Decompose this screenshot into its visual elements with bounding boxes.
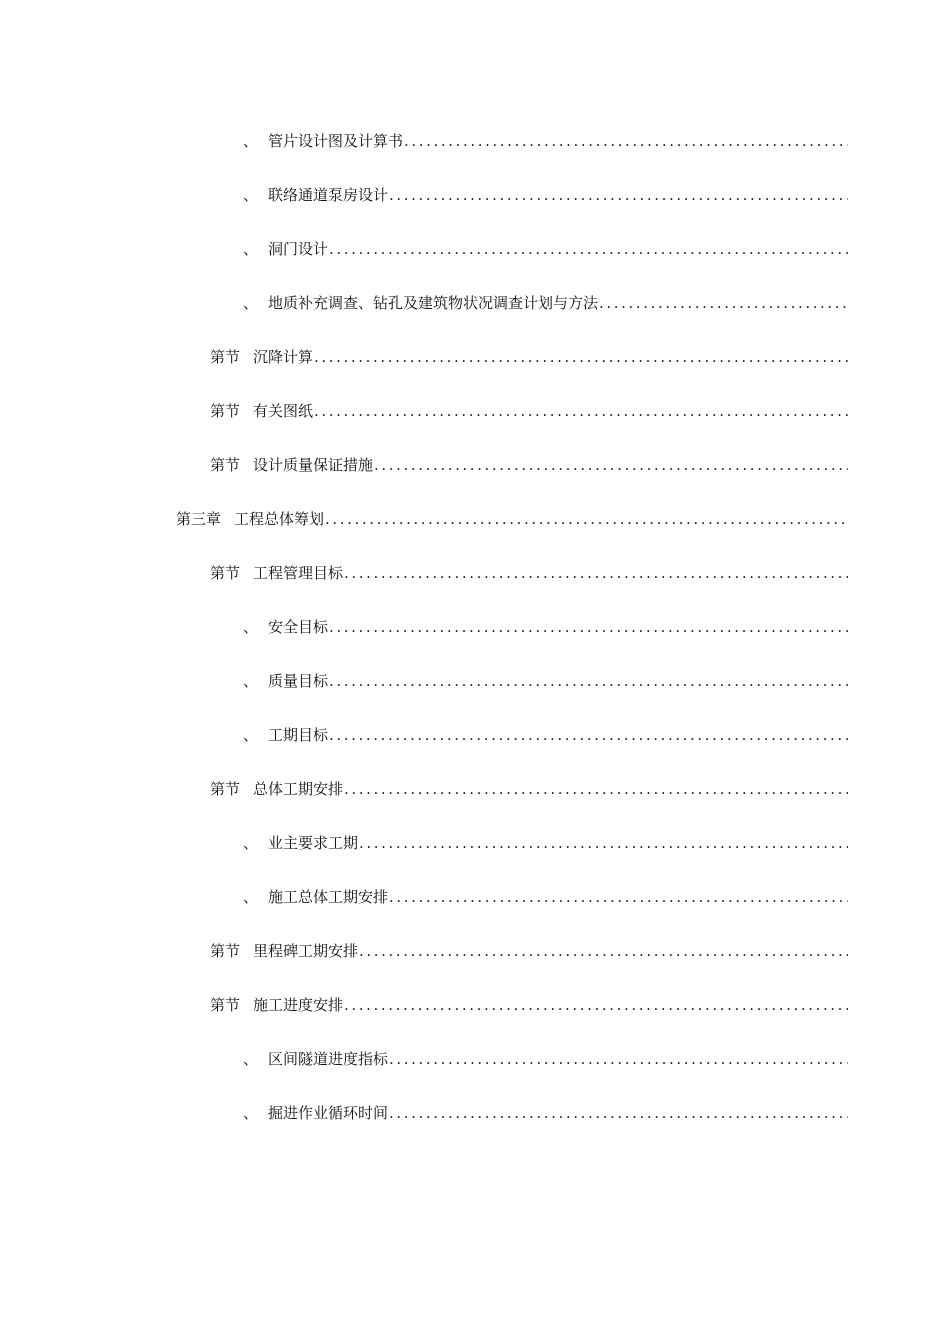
toc-entry-title: 施工总体工期安排: [268, 888, 389, 906]
toc-entry-title: 联络通道泵房设计: [268, 186, 389, 204]
toc-entry: [243, 1045, 848, 1069]
toc-entry-prefix: 第节: [210, 402, 241, 420]
toc-entry-prefix: 、: [243, 672, 259, 690]
dot-leader: [389, 887, 848, 907]
toc-entry-prefix: 第节: [210, 456, 241, 474]
toc-entry: [176, 505, 848, 529]
toc-entry: [210, 559, 848, 583]
toc-entry: [210, 343, 848, 367]
toc-entry: [243, 721, 848, 745]
toc-entry-prefix: 、: [243, 1050, 259, 1068]
toc-entry: [243, 883, 848, 907]
dot-leader: [325, 509, 848, 529]
toc-entry-title: 设计质量保证措施: [253, 456, 374, 474]
dot-leader: [314, 347, 848, 367]
dot-leader: [389, 185, 848, 205]
toc-entry: [210, 991, 848, 1015]
dot-leader: [404, 131, 848, 151]
toc-entry-title: 安全目标: [268, 618, 329, 636]
toc-entry: [243, 181, 848, 205]
dot-leader: [329, 239, 848, 259]
dot-leader: [359, 833, 848, 853]
toc-entry-title: 区间隧道进度指标: [268, 1050, 389, 1068]
toc-entry: [243, 829, 848, 853]
toc-entry-title: 工期目标: [268, 726, 329, 744]
toc-entry-title: 掘进作业循环时间: [268, 1104, 389, 1122]
toc-entry: [243, 289, 848, 313]
dot-leader: [314, 401, 848, 421]
dot-leader: [329, 725, 848, 745]
toc-entry-prefix: 、: [243, 726, 259, 744]
toc-entry-prefix: 、: [243, 240, 259, 258]
toc-entry-prefix: 、: [243, 888, 259, 906]
toc-entry-title: 管片设计图及计算书: [268, 132, 404, 150]
toc-entry-prefix: 、: [243, 618, 259, 636]
toc-entry-prefix: 第节: [210, 348, 241, 366]
toc-entry-prefix: 、: [243, 294, 259, 312]
dot-leader: [344, 995, 848, 1015]
toc-entry-prefix: 第节: [210, 996, 241, 1014]
toc-entry-title: 沉降计算: [253, 348, 314, 366]
toc-entry-prefix: 第三章: [176, 510, 222, 528]
toc-entry-title: 有关图纸: [253, 402, 314, 420]
toc-entry-prefix: 、: [243, 834, 259, 852]
toc-entry-prefix: 、: [243, 186, 259, 204]
dot-leader: [329, 671, 848, 691]
toc-entry: [243, 613, 848, 637]
toc-entry-title: 总体工期安排: [253, 780, 344, 798]
toc-entry: [243, 667, 848, 691]
dot-leader: [374, 455, 848, 475]
toc-entry-prefix: 第节: [210, 564, 241, 582]
toc-entry-title: 业主要求工期: [268, 834, 359, 852]
dot-leader: [389, 1049, 848, 1069]
toc-entry: [243, 235, 848, 259]
dot-leader: [359, 941, 848, 961]
toc-entry: [243, 127, 848, 151]
toc-entry-prefix: 、: [243, 132, 259, 150]
toc-entry: [210, 397, 848, 421]
toc-entry: [210, 937, 848, 961]
toc-entry: [243, 1099, 848, 1123]
dot-leader: [389, 1103, 848, 1123]
toc-entry-title: 工程总体筹划: [234, 510, 325, 528]
toc-entry-prefix: 第节: [210, 942, 241, 960]
toc-entry-prefix: 、: [243, 1104, 259, 1122]
toc-entry-title: 质量目标: [268, 672, 329, 690]
dot-leader: [329, 617, 848, 637]
dot-leader: [344, 779, 848, 799]
dot-leader: [344, 563, 848, 583]
toc-entry-title: 施工进度安排: [253, 996, 344, 1014]
toc-entry-title: 洞门设计: [268, 240, 329, 258]
toc-entry: [210, 451, 848, 475]
toc-entry-prefix: 第节: [210, 780, 241, 798]
toc-entry-title: 工程管理目标: [253, 564, 344, 582]
toc-entry-title: 地质补充调查、钻孔及建筑物状况调查计划与方法: [268, 294, 599, 312]
toc-entry: [210, 775, 848, 799]
dot-leader: [599, 293, 848, 313]
toc-entry-title: 里程碑工期安排: [253, 942, 359, 960]
